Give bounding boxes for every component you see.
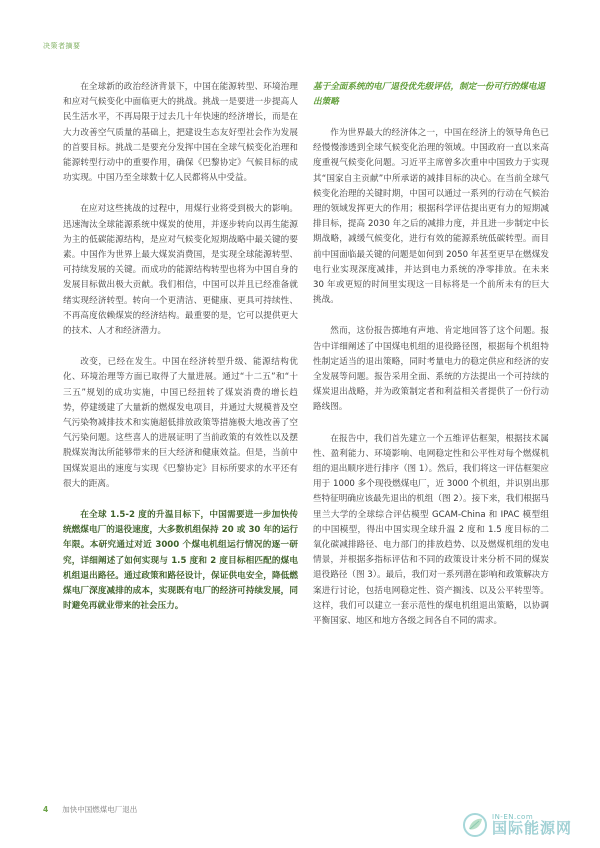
watermark-name: 国际能源网 — [492, 819, 573, 837]
report-answer-paragraph: 然而，这份报告掷地有声地、肯定地回答了这个问题。报告中详细阐述了中国煤电机组的退役路径图，根据每个机组特性制定适当的退出策略，同时考量电力的稳定供应和经济的安全发展等问题。报告采用全面、系统的方法提出一个可持续的煤炭退出战略，并为政策制定者和利益相关者提供了一份行动路线图。 — [313, 326, 549, 413]
challenge-paragraph: 在应对这些挑战的过程中，用煤行业将受到极大的影响。迅速淘汰全球能源系统中煤炭的使用，并逐步转向以再生能源为主的低碳能源结构，是应对气候变化短期战略中最关键的要素。中国作为世界上最大煤炭消费国，是实现全球能源转型、可持续发展的关键。而成功的能源结构转型也将为中国自身的发展目标做出极大贡献。我们相信，中国可以并且已经准备就绪实现经济转型。转向一个更清洁、更健康、更具可持续性、不再高度依赖煤炭的经济结构。最重要的是，它可以提供更大的技术、人才和经济潜力。 — [63, 204, 298, 337]
page-number: 4 — [43, 805, 49, 814]
section-heading: 基于全面系统的电厂退役优先级评估，制定一份可行的煤电退出策略 — [313, 82, 546, 107]
page-footer — [43, 804, 137, 815]
intro-paragraph: 在全球新的政治经济背景下，中国在能源转型、环境治理和应对气候变化中面临更大的挑战。挑战一是要进一步提高人民生活水平，不再局限于过去几十年快速的经济增长，而是在大力改善空气质量的基础上，把建设生态友好型社会作为发展的首要目标。挑战二是要充分发挥中国在全球气候变化治理和能源转型行动中的重要作用，确保《巴黎协定》气候目标的成功实现。中国乃至全球数十亿人民都将从中受益。 — [63, 82, 298, 184]
key-finding-paragraph: 在全球 1.5-2 度的升温目标下，中国需要进一步加快传统燃煤电厂的退役速度，大多数机组保持 20 或 30 年的运行年限。本研究通过对近 3000 个煤电机组运行情况的逐一研究，详细阐述了如何实现与 1.5 度和 2 度目标相匹配的煤电机组退出路径。通过政策和路径设计，保证供电安全，降低燃煤电厂深度减排的成本，实现既有电厂的经济可持续发展，同时避免再就业带来的社会压力。 — [63, 510, 298, 612]
section-label: 决策者摘要 — [43, 42, 81, 50]
progress-paragraph: 改变，已经在发生。中国在经济转型升级、能源结构优化、环境治理等方面已取得了大量进展。通过“十二五”和“十三五”规划的成功实施，中国已经扭转了煤炭消费的增长趋势，停建缓建了大量新的燃煤发电项目，并通过大规模普及空气污染物减排技术和实施超低排放政策等措施极大地改善了空气污染问题。这些喜人的进展证明了当前政策的有效性以及摆脱煤炭淘汰所能够带来的巨大经济和健康效益。但是，当前中国煤炭退出的速度与实现《巴黎协定》目标所要求的水平还有很大的距离。 — [63, 357, 298, 489]
leaf-logo-icon — [462, 812, 488, 838]
left-column — [63, 80, 298, 631]
methodology-paragraph: 在报告中，我们首先建立一个五维评估框架，根据技术属性、盈利能力、环境影响、电网稳定性和公平性对每个燃煤机组的退出顺序进行排序（图 1）。然后，我们将这一评估框架应用于 1000 多个现役燃煤电厂，近 3000 个机组，并识别出那些特征明确应该最先退出的机组（图 2）。接下来，我们根据马里兰大学的全球综合评估模型 GCAM-China 和 IPAC 模型组的中国模型，得出中国实现全球升温 2 度和 1.5 度目标的二氧化碳减排路径、电力部门的排放趋势、以及燃煤机组的发电情景，并根据多指标评估和不同的政策设计来分析不同的煤炭退役路径（图 3）。最后，我们对一系列潜在影响和政策解决方案进行讨论，包括电网稳定性、资产搁浅、以及公平转型等。这样，我们可以建立一套示范性的煤电机组退出策略，以协调平衡国家、地区和地方各级之间各自不同的需求。 — [313, 433, 549, 627]
watermark-logo — [462, 810, 592, 840]
right-column — [313, 80, 549, 645]
leadership-paragraph: 作为世界最大的经济体之一，中国在经济上的领导角色已经慢慢渗透到全球气候变化治理的领域。中国政府一直以来高度重视气候变化问题。习近平主席曾多次重申中国致力于实现其“国家自主贡献”中所承诺的减排目标的决心。在当前全球气候变化治理的关键时期，中国可以通过一系列的行动在气候治理的领域发挥更大的作用；根据科学评估提出更有力的短期减排目标，提高 2030 年之后的减排力度，并且进一步制定中长期战略，减缓气候变化，进行有效的能源系统低碳转型。而目前中国面临最关键的问题是如何到 2050 年甚至更早在燃煤发电行业实现深度减排，并达到电力系统的净零排放。在未来 30 年或更短的时间里实现这一目标将是一个前所未有的巨大挑战。 — [313, 128, 549, 306]
watermark-domain: IN-EN.com — [492, 813, 534, 821]
footer-title: 加快中国燃煤电厂退出 — [62, 805, 138, 814]
